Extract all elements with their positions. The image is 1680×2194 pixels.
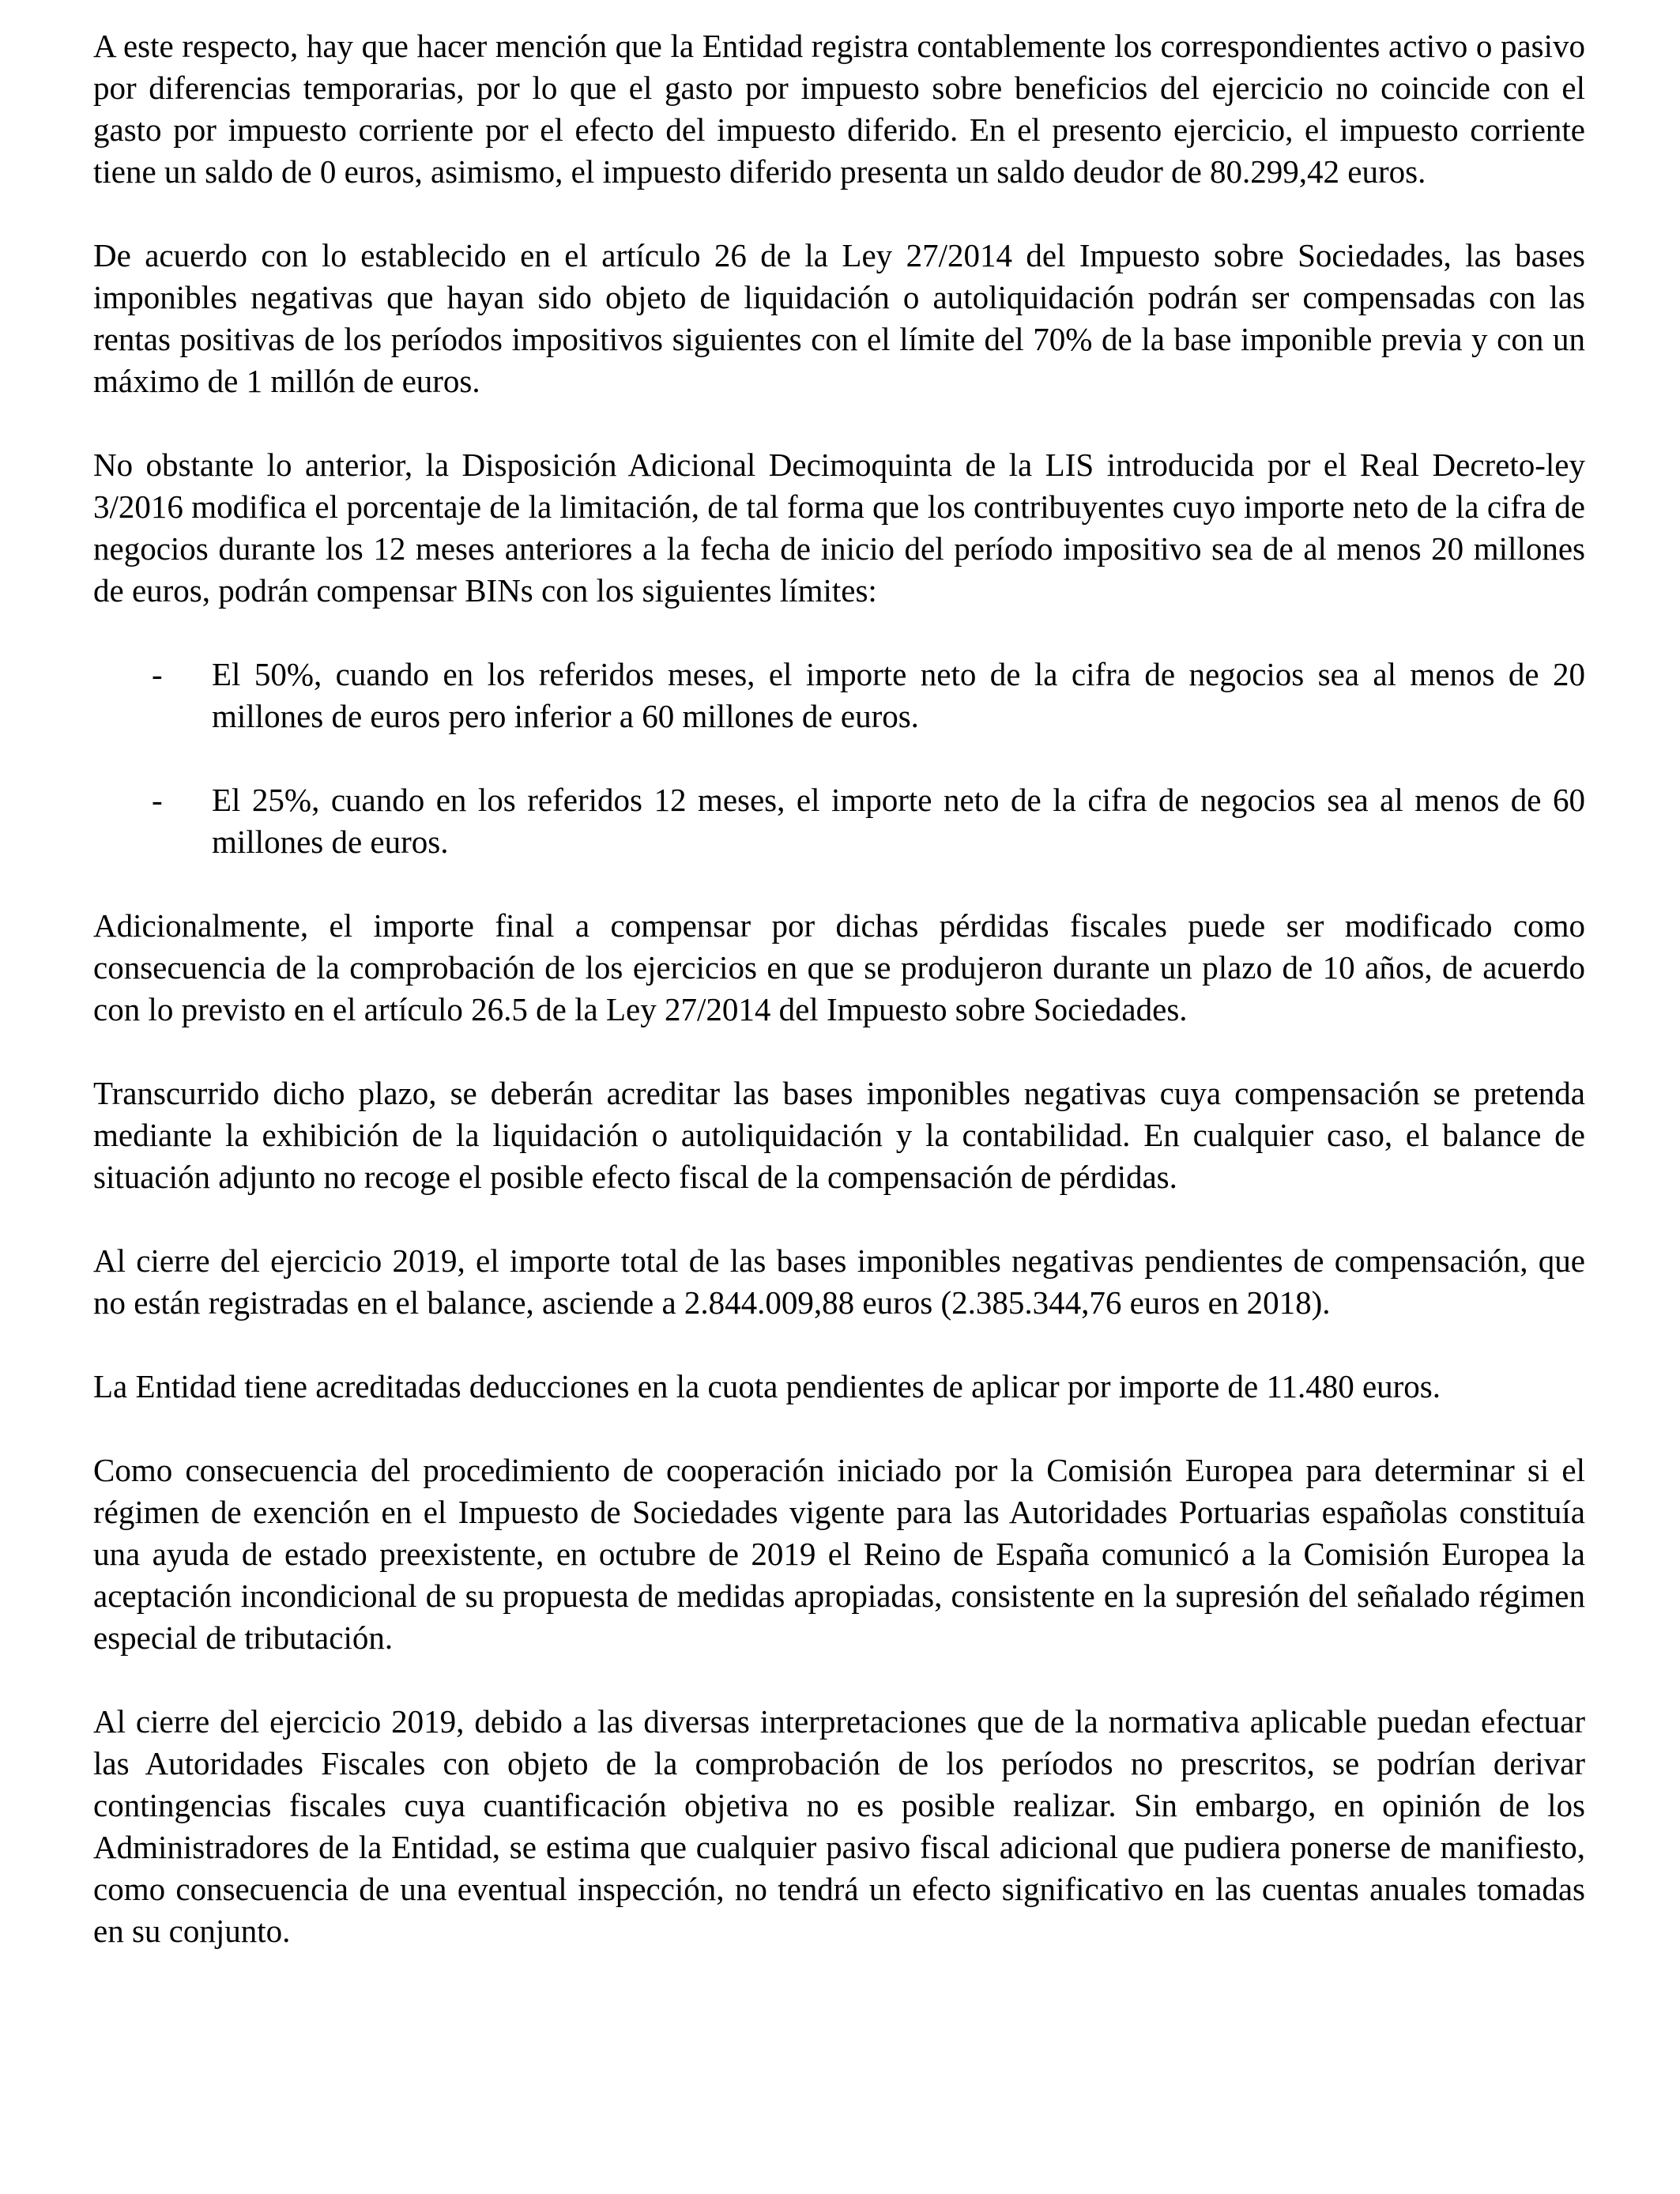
paragraph-deferred-tax: A este respecto, hay que hacer mención que la Entidad registra contablemente los correspondientes activo o pasivo por diferencias temporarias, por lo que el gasto por impuesto sobre beneficios del ejercicio no coincide con el gasto por impuesto corriente por el efecto del impuesto diferido. En el presento ejercicio, el impuesto corriente tiene un saldo de 0 euros, asimismo, el impuesto diferido presenta un saldo deudor de 80.299,42 euros. [93,28,1585,190]
list-item-text: El 25%, cuando en los referidos 12 meses, el importe neto de la cifra de negocios sea al menos de 60 millones de euros. [212,782,1585,860]
paragraph-pending-bases-2019: Al cierre del ejercicio 2019, el importe total de las bases imponibles negativas pendientes de compensación, que no están registradas en el balance, asciende a 2.844.009,88 euros (2.385.344,76 euros en 2018). [93,1242,1585,1321]
list-item [93,779,1585,863]
paragraph-limitation-rules: No obstante lo anterior, la Disposición Adicional Decimoquinta de la LIS introducida por el Real Decreto-ley 3/2016 modifica el porcentaje de la limitación, de tal forma que los contribuyentes cuyo importe neto de la cifra de negocios durante los 12 meses anteriores a la fecha de inicio del período impositivo sea de al menos 20 millones de euros, podrán compensar BINs con los siguientes límites: [93,447,1585,609]
dash-bullet-marker: - [152,782,163,818]
paragraph-european-commission: Como consecuencia del procedimiento de cooperación iniciado por la Comisión Europea para determinar si el régimen de exención en el Impuesto de Sociedades vigente para las Autoridades Portuarias españolas constituía una ayuda de estado preexistente, en octubre de 2019 el Reino de España comunicó a la Comisión Europea la aceptación incondicional de su propuesta de medidas apropiadas, consistente en la supresión del señalado régimen especial de tributación. [93,1452,1585,1656]
dash-bullet-marker: - [152,656,163,692]
paragraph-verification-period: Adicionalmente, el importe final a compensar por dichas pérdidas fiscales puede ser modificado como consecuencia de la comprobación de los ejercicios en que se produjeron durante un plazo de 10 años, de acuerdo con lo previsto en el artículo 26.5 de la Ley 27/2014 del Impuesto sobre Sociedades. [93,907,1585,1027]
paragraph-tax-contingencies: Al cierre del ejercicio 2019, debido a las diversas interpretaciones que de la normativa aplicable puedan efectuar las Autoridades Fiscales con objeto de la comprobación de los períodos no prescritos, se podrían derivar contingencias fiscales cuya cuantificación objetiva no es posible realizar. Sin embargo, en opinión de los Administradores de la Entidad, se estima que cualquier pasivo fiscal adicional que pudiera ponerse de manifiesto, como consecuencia de una eventual inspección, no tendrá un efecto significativo en las cuentas anuales tomadas en su conjunto. [93,1703,1585,1949]
limits-list [93,654,1585,863]
list-item [93,654,1585,737]
paragraph-negative-tax-bases: De acuerdo con lo establecido en el artículo 26 de la Ley 27/2014 del Impuesto sobre Sociedades, las bases imponibles negativas que hayan sido objeto de liquidación o autoliquidación podrán ser compensadas con las rentas positivas de los períodos impositivos siguientes con el límite del 70% de la base imponible previa y con un máximo de 1 millón de euros. [93,237,1585,399]
document-page [93,25,1585,1994]
paragraph-deductions: La Entidad tiene acreditadas deducciones en la cuota pendientes de aplicar por importe de 11.480 euros. [93,1368,1441,1404]
list-item-text: El 50%, cuando en los referidos meses, el importe neto de la cifra de negocios sea al menos de 20 millones de euros pero inferior a 60 millones de euros. [212,656,1585,734]
paragraph-accreditation: Transcurrido dicho plazo, se deberán acreditar las bases imponibles negativas cuya compensación se pretenda mediante la exhibición de la liquidación o autoliquidación y la contabilidad. En cualquier caso, el balance de situación adjunto no recoge el posible efecto fiscal de la compensación de pérdidas. [93,1075,1585,1195]
